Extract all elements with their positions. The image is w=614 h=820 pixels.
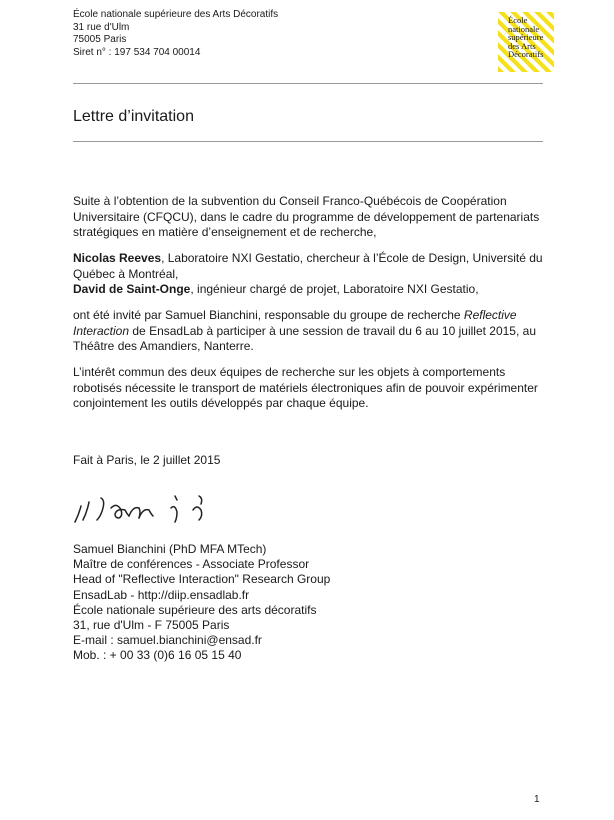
logo-line: nationale [508,23,540,34]
signatory-address: 31, rue d'Ulm - F 75005 Paris [73,618,230,633]
intro-text: Suite à l’obtention de la subvention du Conseil Franco-Québécois de Coopération Universitaire (CFQCU), dans le cadre du programme de développement de partenariats stratégiques en matière d’enseignement et de recherche, [73,194,540,240]
invitation-text [73,308,553,355]
logo-line: Décoratifs [508,49,544,60]
invitee-1-name: Nicolas Reeves [73,251,162,265]
intro-paragraph [73,194,553,241]
sender-street: 31 rue d'Ulm [73,21,130,33]
header-divider [73,83,543,84]
signatory-block [73,542,330,664]
handwritten-signature [73,478,253,533]
place-date-text: Fait à Paris, le 2 juillet 2015 [73,453,221,467]
logo-line: École [508,15,528,25]
invitee-2-name: David de Saint-Onge [73,282,191,297]
invitation-part-1: ont été invité par Samuel Bianchini, responsable du groupe de recherche [73,308,464,322]
invitee-1 [73,251,553,282]
invitation-part-2: de EnsadLab à participer à une session de travail du 6 au 10 juillet 2015, au Théâtre des Amandiers, Nanterre. [73,323,536,354]
interest-paragraph [73,365,553,412]
interest-text: L’intérêt commun des deux équipes de recherche sur les objets à comportements robotisés nécessite le transport de matériels électroniques afin de pouvoir expérimenter conjointement les outils développés par chaque équipe. [73,365,538,411]
sender-address [73,9,278,59]
invitees [73,251,553,298]
signatory-email: E-mail : samuel.bianchini@ensad.fr [73,633,262,648]
research-group-name: Reflective Interaction [73,308,517,338]
sender-city: 75005 Paris [73,34,127,45]
letter-title: Lettre d’invitation [73,108,194,125]
logo-line: des Arts [508,40,536,51]
signatory-mobile: Mob. : + 00 33 (0)6 16 05 15 40 [73,648,242,663]
signatory-role: Maître de conférences - Associate Professor [73,557,310,572]
title-divider [73,141,543,142]
invitation-paragraph [73,308,553,355]
signatory-name: Samuel Bianchini (PhD MFA MTech) [73,542,267,556]
place-date [73,453,553,469]
page-number: 1 [534,794,540,805]
invitee-2-desc: , ingénieur chargé de projet, Laboratoire NXI Gestatio, [190,282,479,297]
invitee-1-desc: , Laboratoire NXI Gestatio, chercheur à l’École de Design, Université du Québec à Montréal, [73,251,543,281]
signatory-lab: EnsadLab - http://diip.ensadlab.fr [73,587,250,602]
ensad-logo [498,12,554,72]
sender-siret: Siret n° : 197 534 704 00014 [73,46,201,58]
logo-line: supérieure [508,32,544,43]
logo-text [508,16,543,59]
signatory-group: Head of "Reflective Interaction" Research Group [73,572,331,587]
sender-name: École nationale supérieure des Arts Décoratifs [73,9,279,20]
signatory-school: École nationale supérieure des arts décoratifs [73,602,317,617]
invitee-2 [73,282,553,298]
